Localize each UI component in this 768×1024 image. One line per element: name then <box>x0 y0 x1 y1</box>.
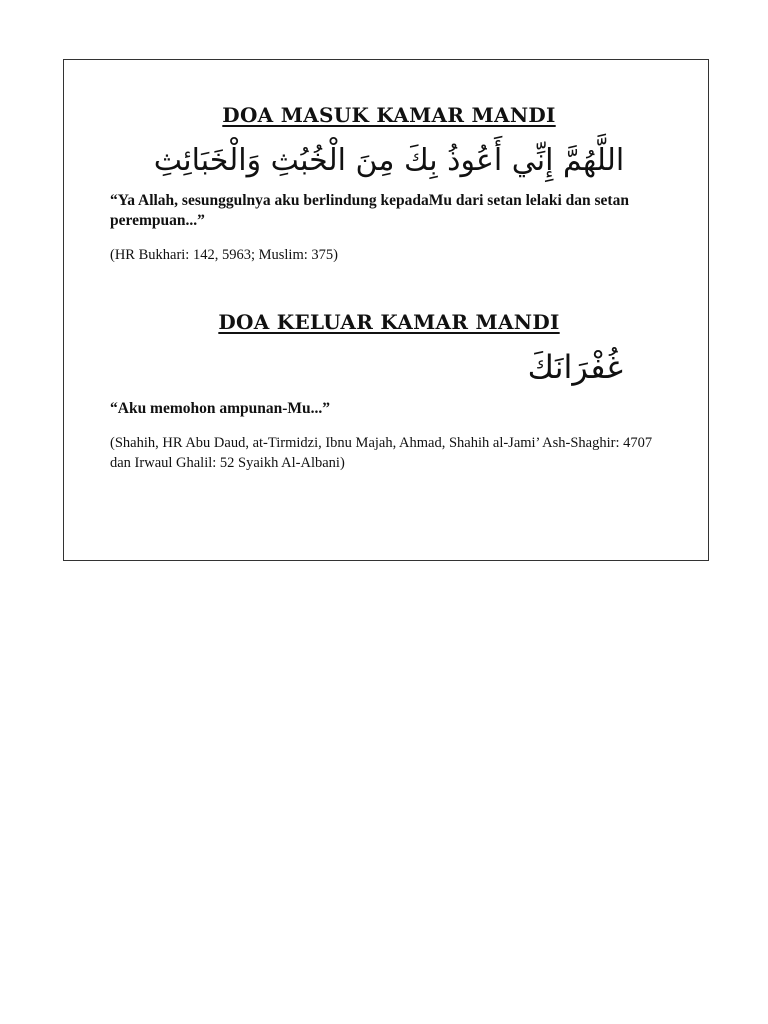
source-enter: (HR Bukhari: 142, 5963; Muslim: 375) <box>110 247 338 263</box>
section-enter <box>110 102 668 265</box>
translation-enter: “Ya Allah, sesunggulnya aku berlindung kepadaMu dari setan lelaki dan setan perempuan...” <box>110 192 629 229</box>
source-exit: (Shahih, HR Abu Daud, at-Tirmidzi, Ibnu Majah, Ahmad, Shahih al-Jami’ Ash-Shaghir: 4707 dan Irwaul Ghalil: 52 Syaikh Al-Albani) <box>110 435 653 471</box>
section-title-exit: DOA KELUAR KAMAR MANDI <box>218 310 560 334</box>
section-title-enter: DOA MASUK KAMAR MANDI <box>222 103 556 127</box>
arabic-prayer-enter: اللَّهُمَّ إِنِّي أَعُوذُ بِكَ مِنَ الْخُبُثِ وَالْخَبَائِثِ <box>153 143 625 178</box>
section-exit <box>110 309 668 473</box>
document-frame <box>63 59 709 561</box>
translation-exit: “Aku memohon ampunan-Mu...” <box>110 400 331 417</box>
arabic-prayer-exit: غُفْرَانَكَ <box>527 348 623 386</box>
